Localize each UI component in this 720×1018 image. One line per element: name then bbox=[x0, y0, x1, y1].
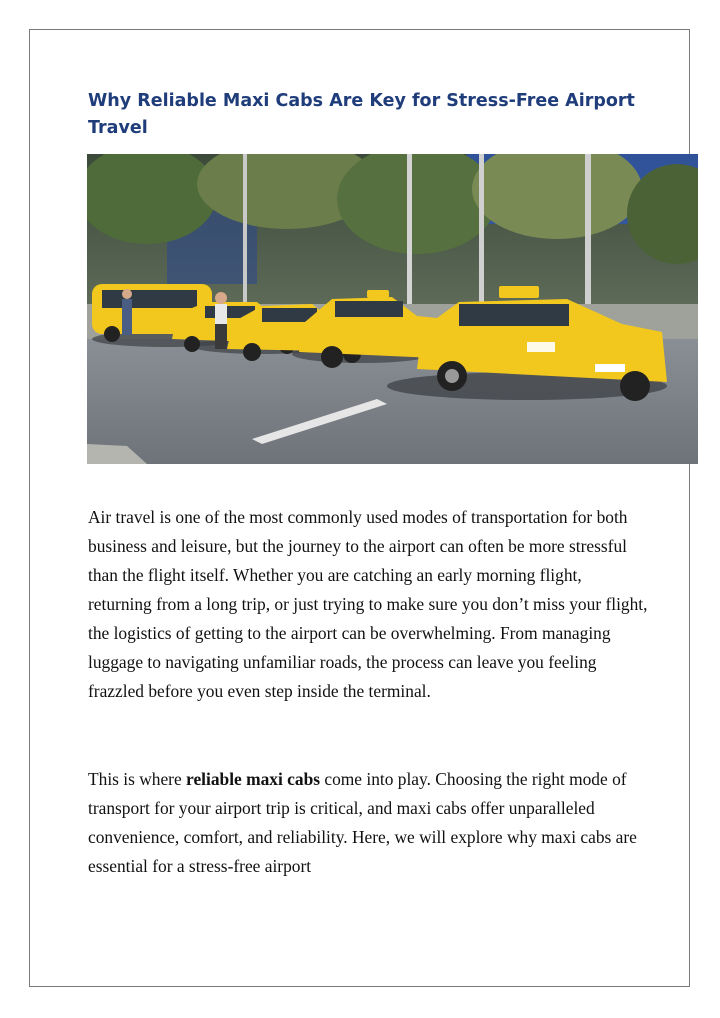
intro-paragraph: Air travel is one of the most commonly used modes of transportation for both business and leisure, but the journey to the airport can often be more stressful than the flight itself. Whether you are catching an early morning flight, returning from a long trip, or just trying to make sure you don’t miss your flight, the logistics of getting to the airport can be overwhelming. From managing luggage to navigating unfamiliar roads, the process can leave you feeling frazzled before you even step inside the terminal. bbox=[88, 507, 648, 701]
paragraph-text-start: This is where bbox=[88, 769, 187, 789]
maxi-cab-paragraph bbox=[88, 765, 648, 881]
paragraph-text-end: come into play. Choosing the right mode of transport for your airport trip is critical, and maxi cabs offer unparalleled convenience, comfort, and reliability. Here, we will explore why maxi cabs are essential for a stress-free airport bbox=[88, 769, 637, 876]
taxi-rank-photo bbox=[87, 154, 698, 464]
bold-phrase-reliable-maxi-cabs: reliable maxi cabs bbox=[186, 769, 321, 789]
document-title: Why Reliable Maxi Cabs Are Key for Stress-Free Airport Travel bbox=[88, 91, 635, 138]
